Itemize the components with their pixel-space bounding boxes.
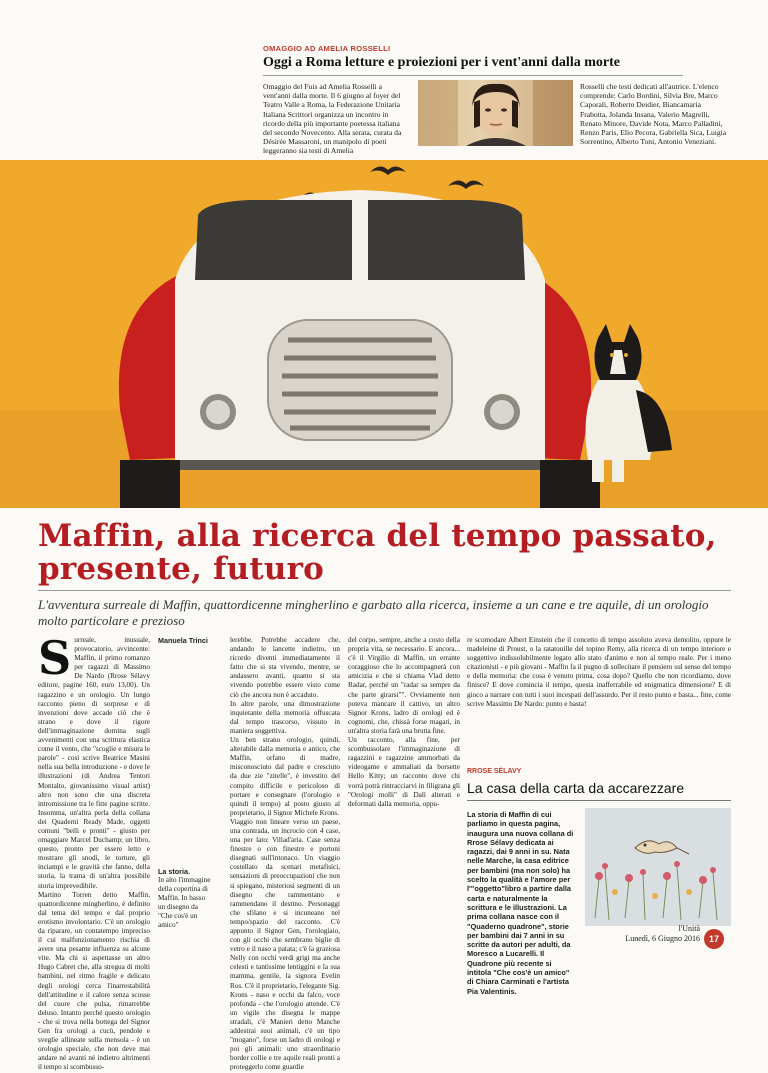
top-story-kicker: OMAGGIO AD AMELIA ROSSELLI <box>263 44 391 53</box>
sidebar-kicker: RROSE SÉLAVY <box>467 768 522 775</box>
top-story-text-right: Rosselli che testi dedicati all'autrice. L'elenco comprende: Carlo Bordini, Silvia Bre, Marco Caporali, Roberto Deidier, Biancamaria Frabotta, Jolanda Insana, Valerio Magrelli, Renato Minore, Davide Nota, Marco Palladini, Renzo Paris, Elio Pecora, Gabriella Sica, Luigia Sorrentino, Alberto Toni, Antonio Veneziani. <box>580 82 727 147</box>
sidebar-illustration <box>585 808 731 926</box>
headline-divider <box>38 590 731 591</box>
publication-name: l'Unità <box>678 924 700 933</box>
cover-illustration <box>0 160 768 508</box>
author-byline: Manuela Trinci <box>158 636 208 645</box>
caption-label: La storia. <box>158 867 190 876</box>
article-headline: Maffin, alla ricerca del tempo passato, presente, futuro <box>38 518 717 587</box>
article-column-1-text: urreale, inusuale, provocatorio, avvincente: Maffin, il primo romanzo per ragazzi di Massimo De Nardo (Rrose Sélavy editore, pagine 160, euro 13,00). Un ragazzino e un orologio. Un lungo racconto pieno di sorprese e di invenzioni dove accade ciò che è strano e dove il rigore dell'immaginazione domina sugli avvenimenti con una scrittura elastica come il vento, che "scoglie e misura le parole" - così scrive Beatrice Masini nella sua bella introduzione - e dove le illustrazioni (di Andrea Tentori Montalto, giovanissimo visual artist) altro non sono che una discreta intromissione tra le fitte pagine scritte. Insomma, un'altra perla della collana dei Quaderni Ready Made, oggetti comuni "belli e pronti" - giusto per omaggiare Marcel Duchamp; un libro, questo, pronto per essere letto e mostrare gli snodi, le torture, gli inciampi e le gravità che fanno, della storia, la trama di un'altra possibile storia imprevedibile. Martino Torren detto Maffin, quattordicenne mingherlino, è definito dal tema del tempo e dal proprio erotismo involontario. C'è un orologio da riparare, un contatempo impreciso il cui malfunzionamento rischia di avere una pesante influenza su alcune vite. Ma chi si aspettasse un altro Hugo Cabret che, alla stregua di molti bambini, nel ritmo fragile e delicato degli orologi cerca l'inarrestabilità dell'attitudine e il calore senza scosse del cuore che pulsa, rimarrebbe deluso. Intanto perché questo orologio - che si trova nella bottega del Signor Gen fra orologi a cucù, pendole e sveglie allineate sulla mensola - è un orologio speciale, che non deve mai andare né avanti né indietro altrimenti il tempo si scombusso- <box>38 636 150 1072</box>
sidebar-divider <box>467 800 731 801</box>
top-story-title: Oggi a Roma letture e proiezioni per i vent'anni dalla morte <box>263 55 620 70</box>
page-number-badge: 17 <box>704 929 724 949</box>
article-column-3: lerebbe. Potrebbe accadere che, andando le lancette indietro, un ricordo diventi immediatamente il fatto che si sta vivendo, mentre, se andassero avanti, quanto si sta vivendo potrebbe essere visto come ciò che ancora non è accaduto. In altre parole, una dimostrazione inquietante della memoria offuscata dal tempo trascorso, vissuto in maniera soggettiva. Un ben strano orologio, quindi, alterabile dalla memoria e antico, che Maffin, orfano di madre, misconosciuto dal padre e cresciuto da due zie "zitelle", è investito del compito difficile e pericoloso di portare e consegnare (l'orologio e quindi il tempo) al posto giusto al proprietario, il Signor Michele Krons. Viaggio non lineare verso un paese, una contrada, un incrocio con 4 case, una per lato: Villad'aria. Case senza finestre o con finestre e portoni disegnati sull'intonaco. Un viaggio costellato da scenari metafisici, sensazioni di preoccupazioni che non si spiegano, misteriosi segmenti di un disegno che rammentano e rammendano il destino. Personaggi che sfilano e si incuneano nel tempo/spazio del racconto. C'è appunto il Signor Gen, l'orologiaio, con gli occhi che sembrano biglie di vetro e il naso a patata; c'è la graziosa Nelly con occhi verdi grigi ma anche celesti e tantissime lentiggini e la sua mamma, gentile, la signora Evelin Ros. C'è il proprietario, l'elegante Sig. Krons - naso e occhi da falco, voce profonda - che l'orologio attende. C'è un vigile che disegna le mappe stradali, c'è Manieri detto Manche addestrai suoi animali, c'è un tipo "mogano", forse un ladro di orologi e poi gli animali: uno straordinario border collie e tre aquile reali pronti a proteggerlo come guardie <box>230 636 340 1072</box>
article-standfirst: L'avventura surreale di Maffin, quattordicenne mingherlino e garbato alla ricerca, insieme a un cane e tre aquile, di un orologio molto particolare e prezioso <box>38 597 709 628</box>
top-story-divider <box>263 75 683 76</box>
drop-cap: S <box>38 631 72 685</box>
byline-caption-column <box>158 636 214 930</box>
article-column-1 <box>38 631 150 1073</box>
portrait-photo <box>418 80 573 146</box>
sidebar-text: La storia di Maffin di cui parliamo in questa pagina, inaugura una nuova collana di Rrose Sélavy dedicata ai ragazzi, dai 9 anni in su. Nata nelle Marche, la casa editrice per bambini (ma non solo) ha scelto la qualità e l'amore per l'"oggetto"libro a partire dalla carta e naturalmente la scrittura e le illustrazioni. La prima collana nasce con il "Quaderno quadrone", storie per bambini dai 7 anni in su scritte da autori per adulti, da Moresco a Lucarelli. Il Quadrone più recente si intitola "Che cos'è un amico" di Chiara Carminati e l'artista Pia Valentinis. <box>467 810 574 996</box>
publication-date: Lunedì, 6 Giugno 2016 <box>625 934 700 943</box>
article-column-4: del corpo, sempre, anche a costo della propria vita, se necessario. E ancora... c'è il Virgilio di Maffin, un errante coraggioso che lo accompagnerà con amicizia e che si chiama Vlad detto Radar, perché un "radar sa sempre da che parte girarsi"". Ovviamente non poteva mancare il cattivo, un altro Signor Krons, ladro di orologi ed è cognomi, che, chissà forse magari, in un'altra storia farà una brutta fine. Un racconto, alla fine, per scombussolare l'immaginazione di ragazzini e ragazzine ammorbati da videogame e ammaliati da borsette Hello Kitty; un racconto dove chi vorrà potrà rintracciarvi in filigrana gli "Orologi molli" di Dalì alterati e deformati dalla memoria, oppu- <box>348 636 460 808</box>
article-column-5: re scomodare Albert Einstein che il concetto di tempo assoluto aveva demolito, oppure le madeleine di Proust, o la ratatouille del topino Remy, alla ricerca di un tempo interiore e soggettivo indissolubilmente legato allo stato d'animo e non al tempo reale. Per i meno citazionisti - e più giovani - Maffin fa il pugno di sollecitare il pensiero sul senso del tempo e della memoria: che cosa è venuto prima, cosa dopo? Quello che non ricordiamo, dove finisce? E dove comincia il tempo, questa inafferrabile ed enigmatica dimensione? E di gioco a narrare con tutti i suoi incespati dell'assurdo. Per il resto punto e basta... fine, come scrive Massimo De Nardo: punto e basta! <box>467 636 731 708</box>
top-story-text-left: Omaggio del Fuis ad Amelia Rosselli a vent'anni dalla morte. Il 6 giugno al foyer del Teatro Valle a Roma, la Federazione Unitaria Italiana Scrittori organizza un incontro in ricordo della più importante poetessa italiana del secondo Novecento. Alla serata, curata da Désirée Massaroni, un manipolo di poeti leggeranno sia testi di Amelia <box>263 82 402 156</box>
sidebar-title: La casa della carta da accarezzare <box>467 780 685 796</box>
publication-footer <box>600 924 700 944</box>
caption-text: In alto l'immagine della copertina di Maffin. In basso un disegno da "Che cos'è un amico" <box>158 876 211 929</box>
